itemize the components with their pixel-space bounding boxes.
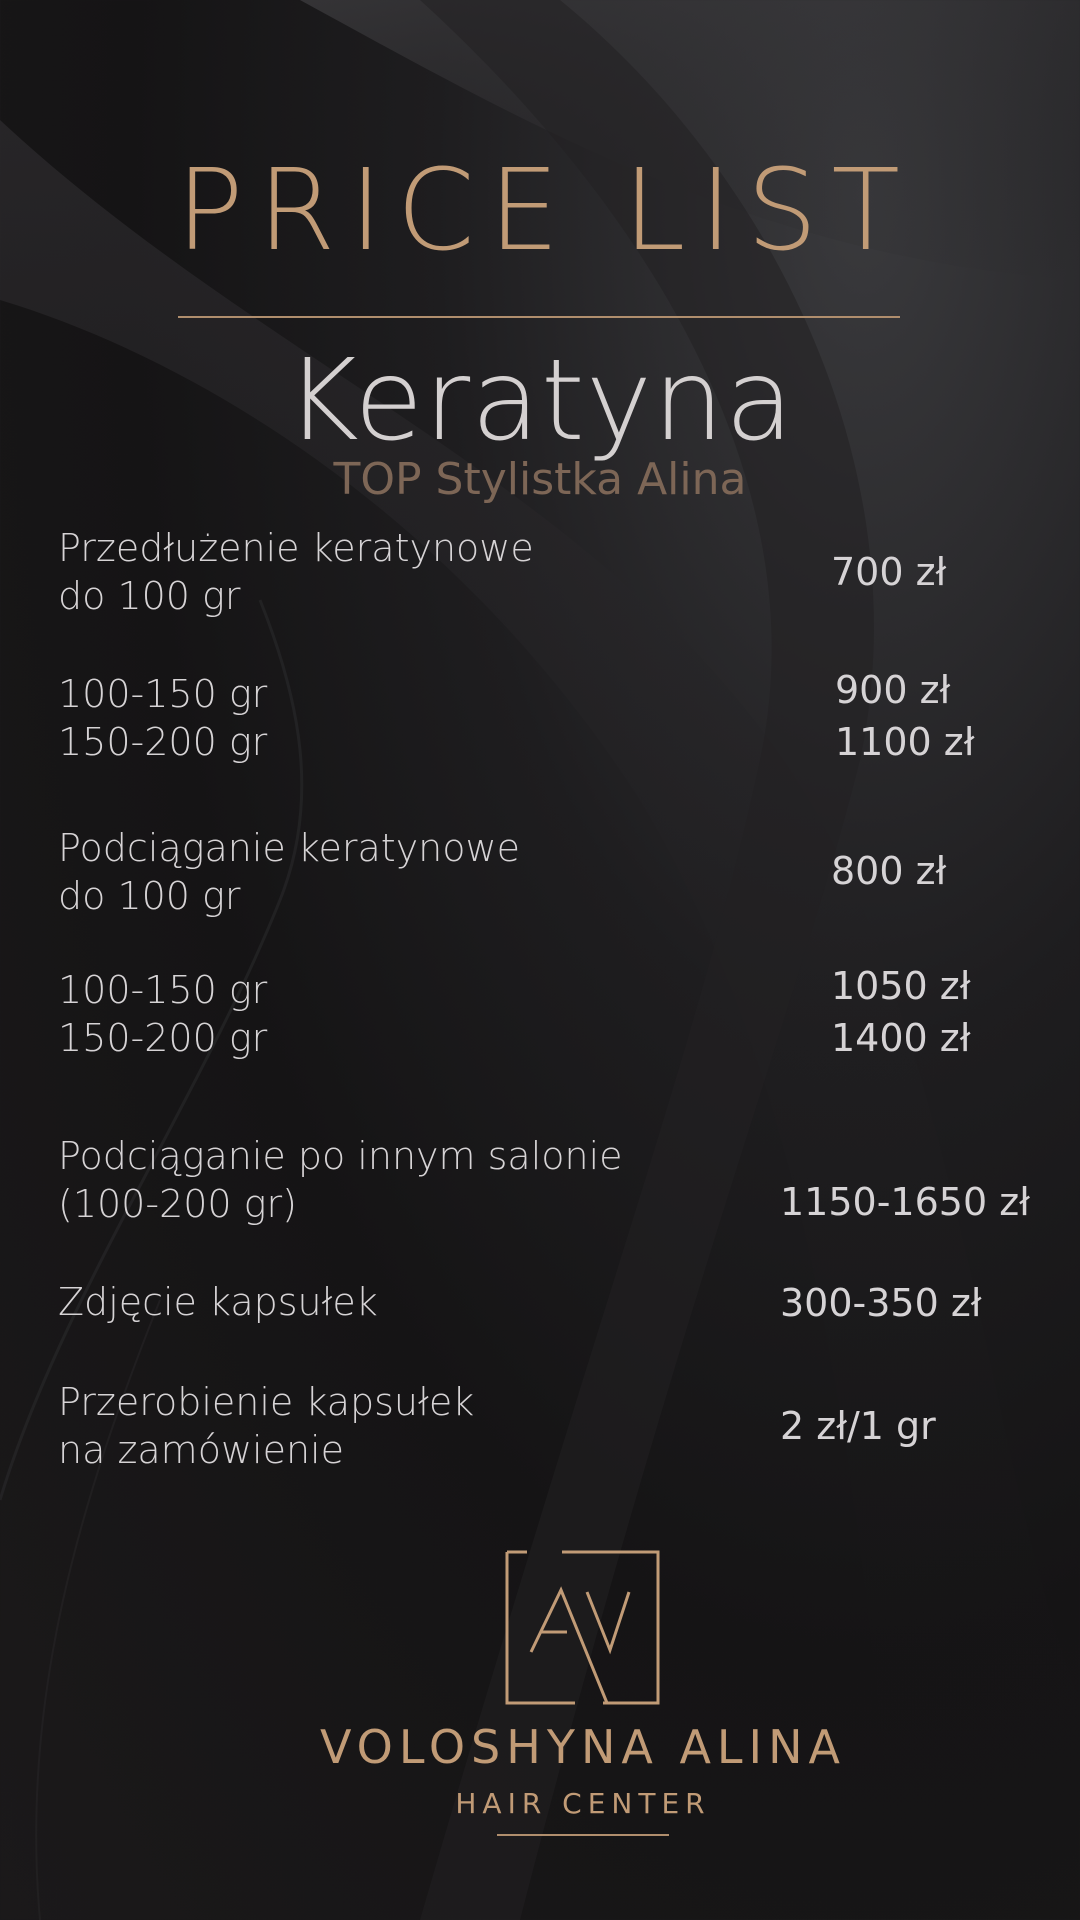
price-item-label: Zdjęcie kapsułek xyxy=(58,1280,378,1324)
price-item-label: Podciąganie po innym salonie (100-200 gr) xyxy=(58,1134,623,1226)
price-item-label: 100-150 gr 150-200 gr xyxy=(58,968,268,1060)
brand-name: VOLOSHYNA ALINA xyxy=(320,1720,846,1774)
title-divider xyxy=(178,316,900,318)
av-logo xyxy=(505,1550,660,1705)
category-subtitle: TOP Stylistka Alina xyxy=(333,454,747,505)
tagline-underline xyxy=(497,1834,669,1836)
price-item-value: 700 zł xyxy=(831,550,947,594)
price-item-value: 1150-1650 zł xyxy=(780,1180,1030,1224)
price-item-value: 900 zł 1100 zł xyxy=(835,668,975,764)
category-heading: Keratyna xyxy=(285,336,795,466)
price-item-label: Przedłużenie keratynowe do 100 gr xyxy=(58,526,534,618)
brand-tagline: HAIR CENTER xyxy=(455,1787,711,1820)
price-item-value: 1050 zł 1400 zł xyxy=(831,964,971,1060)
price-item-value: 2 zł/1 gr xyxy=(780,1404,936,1448)
price-item-value: 300-350 zł xyxy=(780,1281,982,1325)
page-title: PRICE LIST xyxy=(176,146,914,276)
price-item-label: 100-150 gr 150-200 gr xyxy=(58,672,268,764)
price-item-label: Przerobienie kapsułek na zamówienie xyxy=(58,1380,475,1472)
price-item-value: 800 zł xyxy=(831,849,947,893)
price-item-label: Podciąganie keratynowe do 100 gr xyxy=(58,826,520,918)
